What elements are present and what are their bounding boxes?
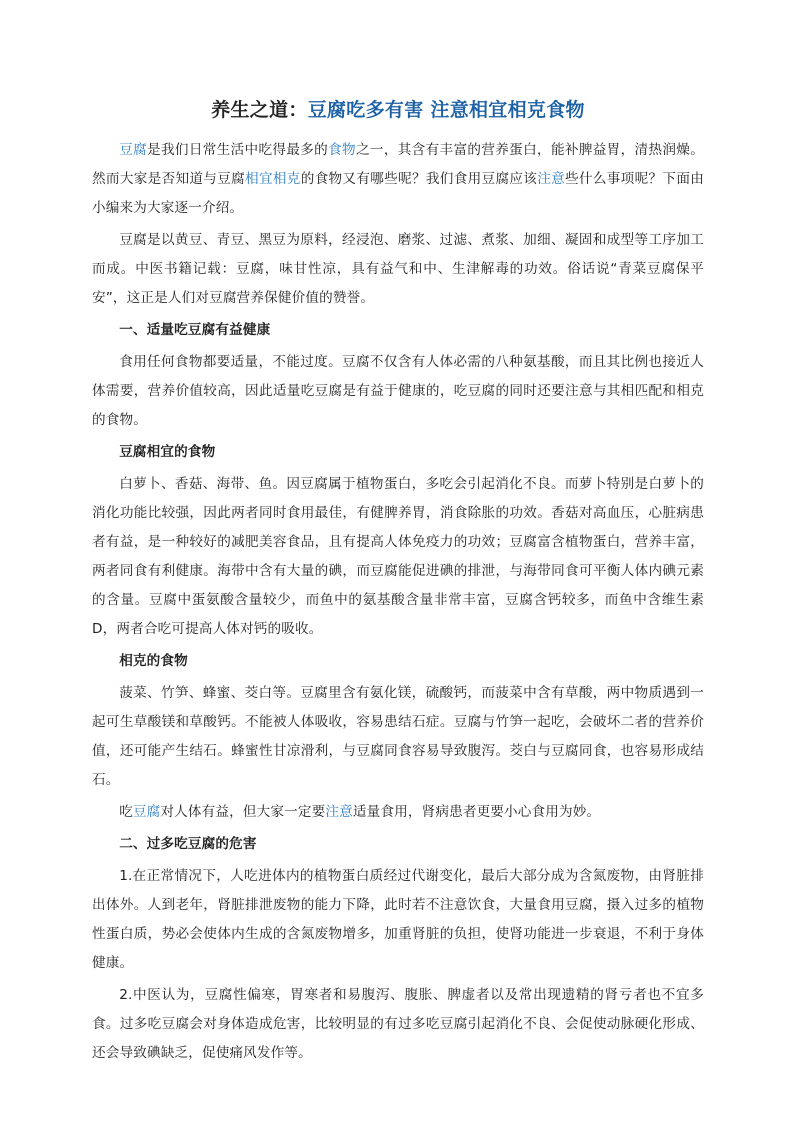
document-page — [92, 96, 704, 1071]
keyword-link[interactable]: 豆腐 — [132, 804, 161, 820]
title-highlight: 豆腐吃多有害 注意相宜相克食物 — [307, 99, 585, 121]
text-segment: 食用任何食物都要适量，不能过度。豆腐不仅含有人体必需的八种氨基酸，而且其比例也接近人体需要，营养价值较高，因此适量吃豆腐是有益于健康的，吃豆腐的同时还要注意与其相匹配和相克的食物。 — [92, 354, 704, 428]
keyword-link[interactable]: 食物 — [328, 142, 356, 158]
paragraph — [92, 470, 704, 644]
section-heading — [92, 647, 704, 676]
paragraph — [92, 226, 704, 313]
paragraph — [92, 798, 704, 827]
text-segment: 一、适量吃豆腐有益健康 — [119, 322, 271, 338]
text-segment: 2.中医认为，豆腐性偏寒，胃寒者和易腹泻、腹胀、脾虚者以及常出现遗精的肾亏者也不宜多食。过多吃豆腐会对身体造成危害，比较明显的有过多吃豆腐引起消化不良、会促使动脉硬化形成、还会导致碘缺乏，促使痛风发作等。 — [92, 987, 704, 1061]
paragraph — [92, 981, 704, 1068]
keyword-link[interactable]: 豆腐 — [119, 142, 148, 158]
article-body — [92, 136, 704, 1068]
text-segment: 菠菜、竹笋、蜂蜜、茭白等。豆腐里含有氨化镁，硫酸钙，而菠菜中含有草酸，两中物质遇到一起可生草酸镁和草酸钙。不能被人体吸收，容易患结石症。豆腐与竹笋一起吃，会破坏二者的营养价值，还可能产生结石。蜂蜜性甘凉滑利，与豆腐同食容易导致腹泻。茭白与豆腐同食，也容易形成结石。 — [92, 685, 704, 788]
text-segment: 相克的食物 — [119, 653, 188, 669]
text-segment: 对人体有益，但大家一定要 — [160, 804, 326, 820]
title-prefix: 养生之道： — [211, 99, 308, 121]
text-segment: 适量食用，肾病患者更要小心食用为妙。 — [352, 804, 601, 820]
section-heading — [92, 438, 704, 467]
section-heading — [92, 316, 704, 345]
paragraph — [92, 136, 704, 223]
text-segment: 1.在正常情况下，人吃进体内的植物蛋白质经过代谢变化，最后大部分成为含氮废物，由肾脏排出体外。人到老年，肾脏排泄废物的能力下降，此时若不注意饮食，大量食用豆腐，摄入过多的植物性蛋白质，势必会使体内生成的含氮废物增多，加重肾脏的负担，使肾功能进一步衰退，不利于身体健康。 — [92, 868, 704, 971]
text-segment: 豆腐是以黄豆、青豆、黑豆为原料，经浸泡、磨浆、过滤、煮浆、加细、凝固和成型等工序加工而成。中医书籍记载：豆腐，味甘性凉，具有益气和中、生津解毒的功效。俗话说“青菜豆腐保平安”，这正是人们对豆腐营养保健价值的赞誉。 — [92, 232, 704, 306]
section-heading — [92, 830, 704, 859]
text-segment: 吃 — [119, 804, 133, 820]
text-segment: 的食物又有哪些呢？我们食用豆腐应该 — [300, 171, 538, 187]
keyword-link[interactable]: 注意 — [325, 804, 353, 820]
text-segment: 豆腐相宜的食物 — [119, 444, 216, 460]
text-segment: 之一，其含有丰富的营养蛋白，能补脾益胃，清热润燥。然而大家是否知道与豆腐 — [92, 142, 704, 187]
text-segment: 是我们日常生活中吃得最多的 — [147, 142, 329, 158]
text-segment: 白萝卜、香菇、海带、鱼。因豆腐属于植物蛋白，多吃会引起消化不良。而萝卜特别是白萝卜的消化功能比较强，因此两者同时食用最佳，有健脾养胃，消食除胀的功效。香菇对高血压，心脏病患者有益，是一种较好的减肥美容食品，且有提高人体免疫力的功效；豆腐富含植物蛋白，营养丰富，两者同食有利健康。海带中含有大量的碘，而豆腐能促进碘的排泄，与海带同食可平衡人体内碘元素的含量。豆腐中蛋氨酸含量较少，而鱼中的氨基酸含量非常丰富，豆腐含钙较多，而鱼中含维生素 D，两者合吃可提高人体对钙的吸收。 — [92, 476, 704, 637]
keyword-link[interactable]: 注意 — [537, 171, 566, 187]
paragraph — [92, 679, 704, 795]
paragraph — [92, 348, 704, 435]
text-segment: 些什么事项呢？下面由小编来为大家逐一介绍。 — [92, 171, 704, 216]
article-title — [92, 96, 704, 124]
keyword-link[interactable]: 相宜相克 — [245, 171, 301, 187]
text-segment: 二、过多吃豆腐的危害 — [119, 836, 257, 852]
paragraph — [92, 862, 704, 978]
